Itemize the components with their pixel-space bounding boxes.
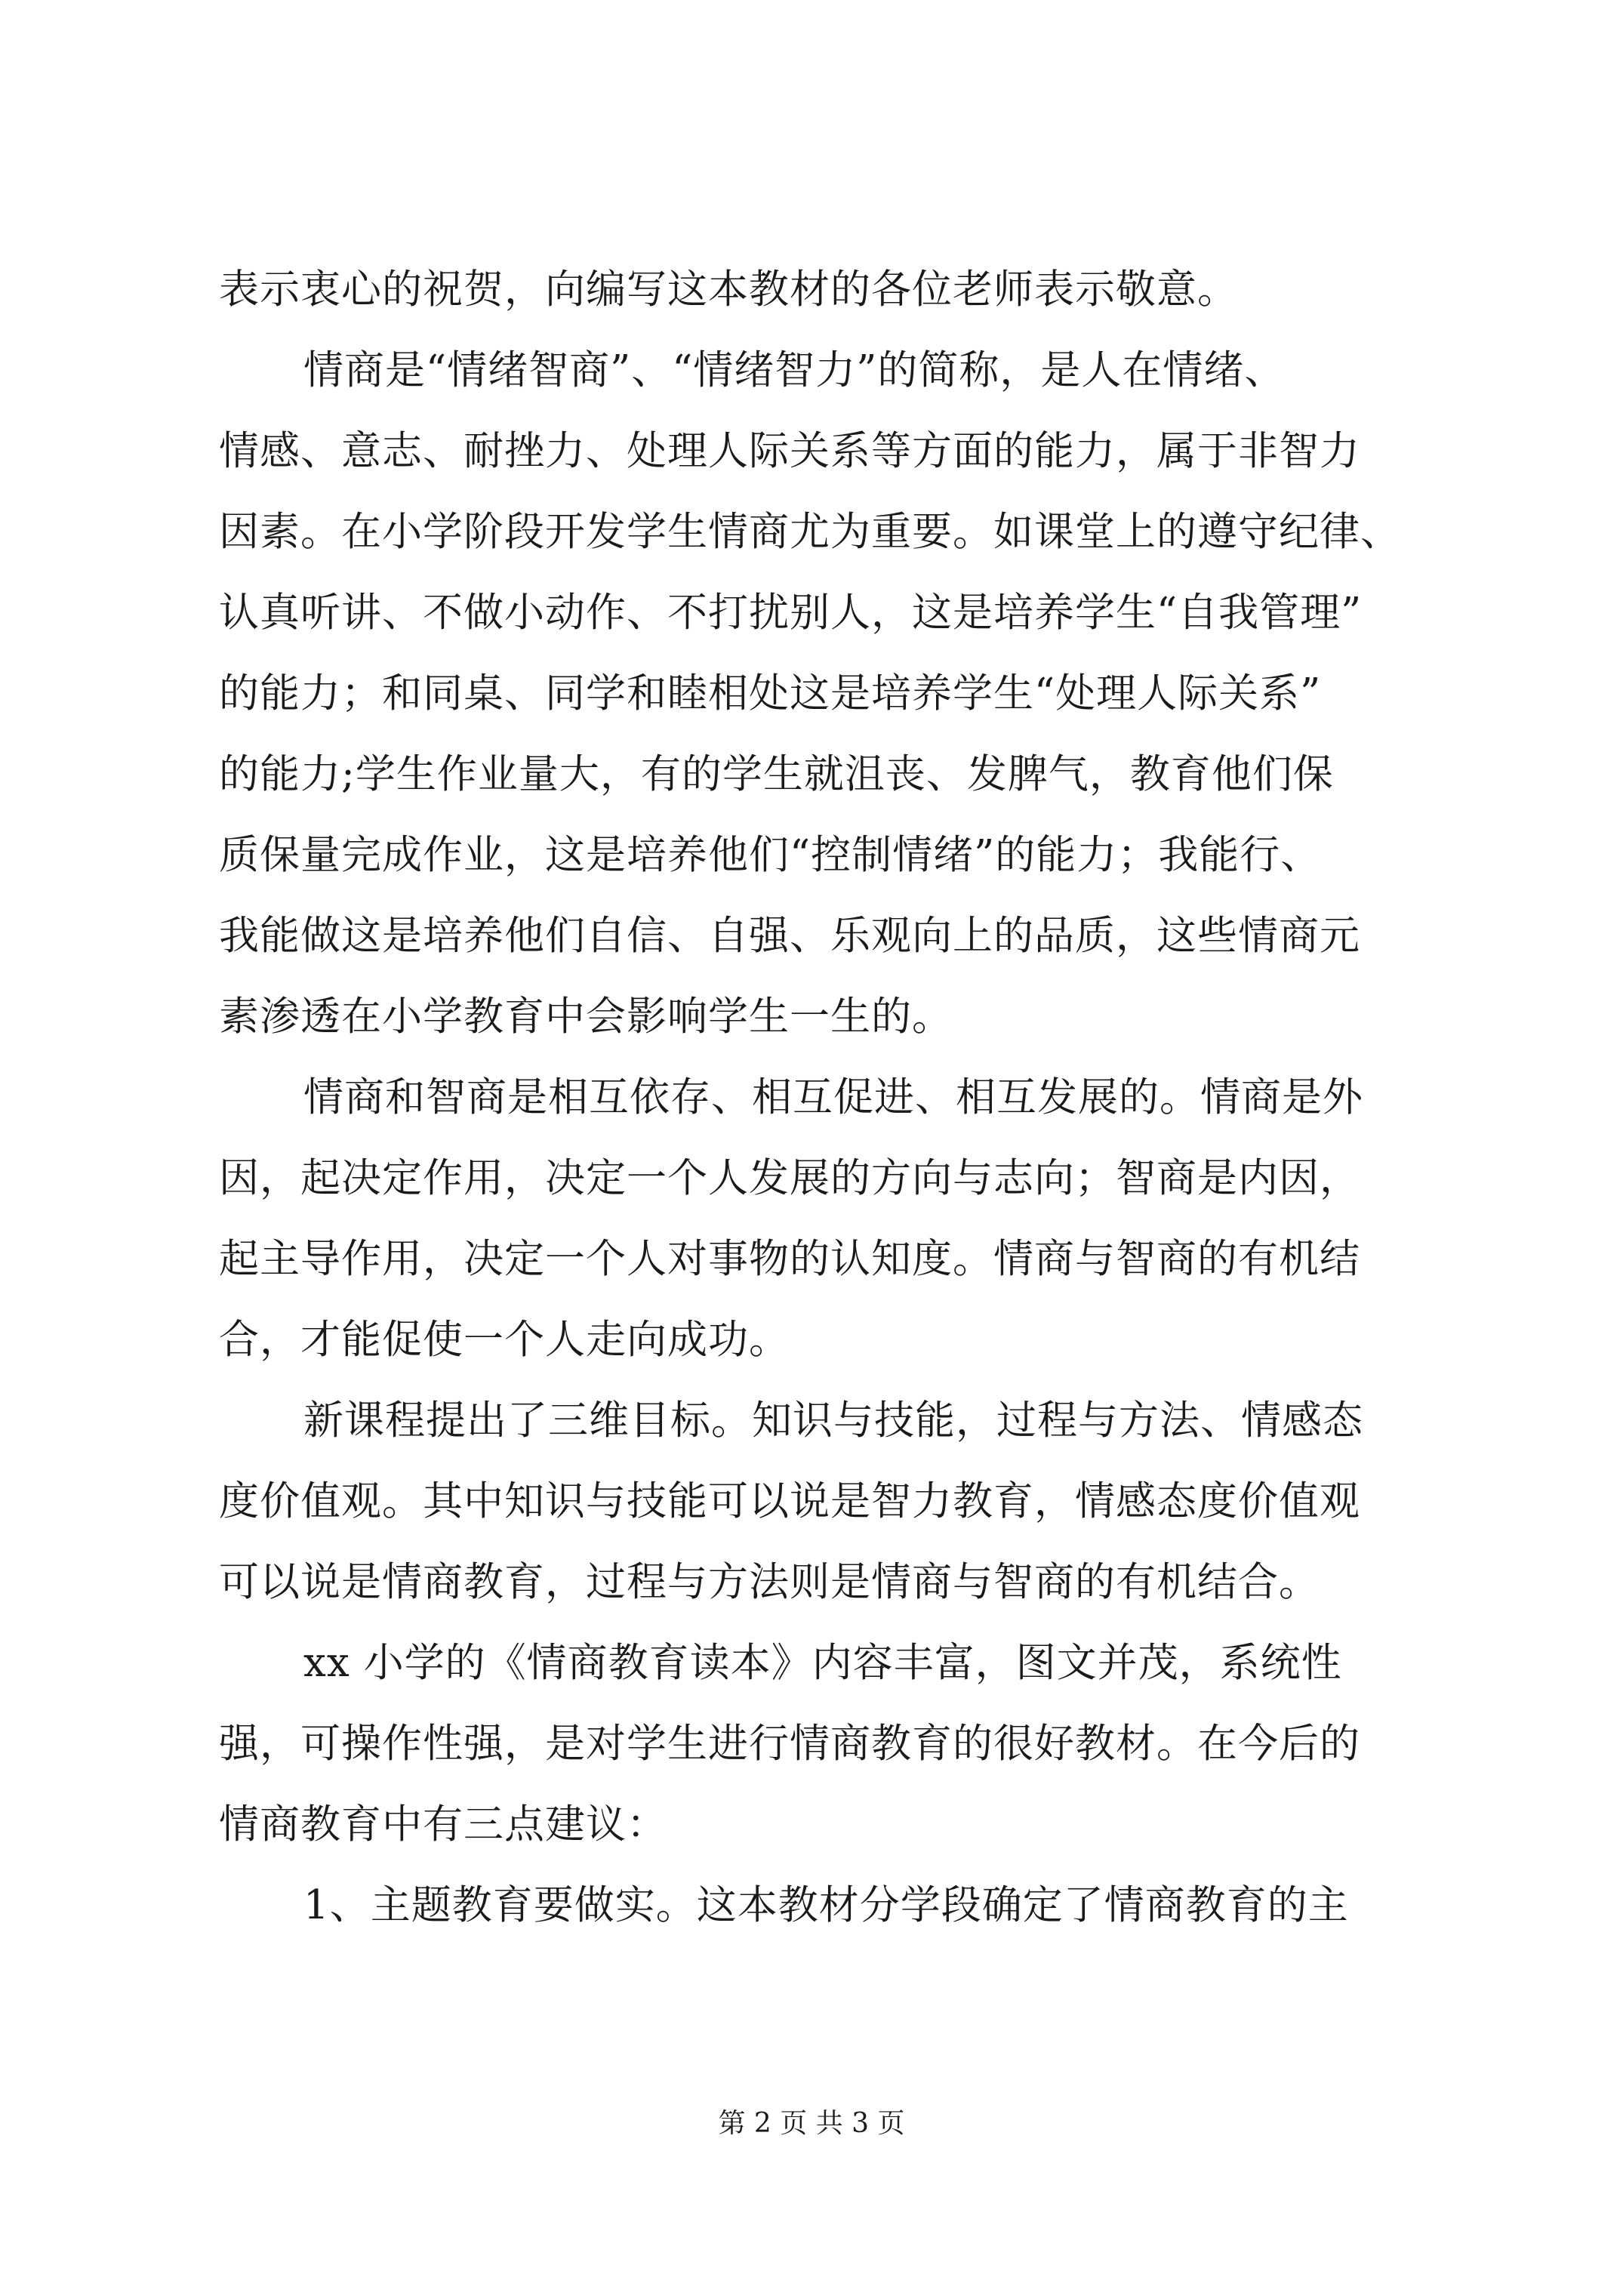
paragraph-start-line: 新课程提出了三维目标。知识与技能，过程与方法、情感态	[303, 1398, 1363, 1444]
text-line: 的能力;学生作业量大，有的学生就沮丧、发脾气，教育他们保	[219, 751, 1334, 797]
text-line: 我能做这是培养他们自信、自强、乐观向上的品质，这些情商元	[219, 913, 1360, 959]
text-line: 度价值观。其中知识与技能可以说是智力教育，情感态度价值观	[219, 1478, 1360, 1524]
text-line: 因素。在小学阶段开发学生情商尤为重要。如课堂上的遵守纪律、	[219, 509, 1401, 555]
text-line: 认真听讲、不做小动作、不打扰别人，这是培养学生“自我管理”	[219, 590, 1363, 636]
paragraph-start-line: 情商是“情绪智商”、“情绪智力”的简称，是人在情绪、	[303, 347, 1286, 393]
text-line: 情感、意志、耐挫力、处理人际关系等方面的能力，属于非智力	[219, 428, 1360, 474]
text-line: 情商教育中有三点建议：	[219, 1801, 667, 1848]
text-line: 合，才能促使一个人走向成功。	[219, 1317, 790, 1363]
text-line: 可以说是情商教育，过程与方法则是情商与智商的有机结合。	[219, 1559, 1320, 1605]
text-line: 因，起决定作用，决定一个人发展的方向与志向；智商是内因，	[219, 1155, 1360, 1201]
text-line: 的能力；和同桌、同学和睦相处这是培养学生“处理人际关系”	[219, 670, 1322, 717]
page-number-footer: 第 2 页 共 3 页	[718, 2108, 905, 2139]
text-line: 质保量完成作业，这是培养他们“控制情绪”的能力；我能行、	[219, 832, 1322, 878]
document-body	[219, 249, 1427, 1946]
paragraph-start-line: xx 小学的《情商教育读本》内容丰富，图文并茂，系统性	[303, 1640, 1342, 1686]
text-line: 表示衷心的祝贺，向编写这本教材的各位老师表示敬意。	[219, 267, 1238, 313]
text-line: 起主导作用，决定一个人对事物的认知度。情商与智商的有机结	[219, 1236, 1360, 1282]
paragraph-start-line: 情商和智商是相互依存、相互促进、相互发展的。情商是外	[303, 1074, 1363, 1120]
list-item-line: 1、主题教育要做实。这本教材分学段确定了情商教育的主	[303, 1882, 1349, 1928]
text-line: 素渗透在小学教育中会影响学生一生的。	[219, 994, 953, 1040]
text-line: 强，可操作性强，是对学生进行情商教育的很好教材。在今后的	[219, 1721, 1360, 1767]
